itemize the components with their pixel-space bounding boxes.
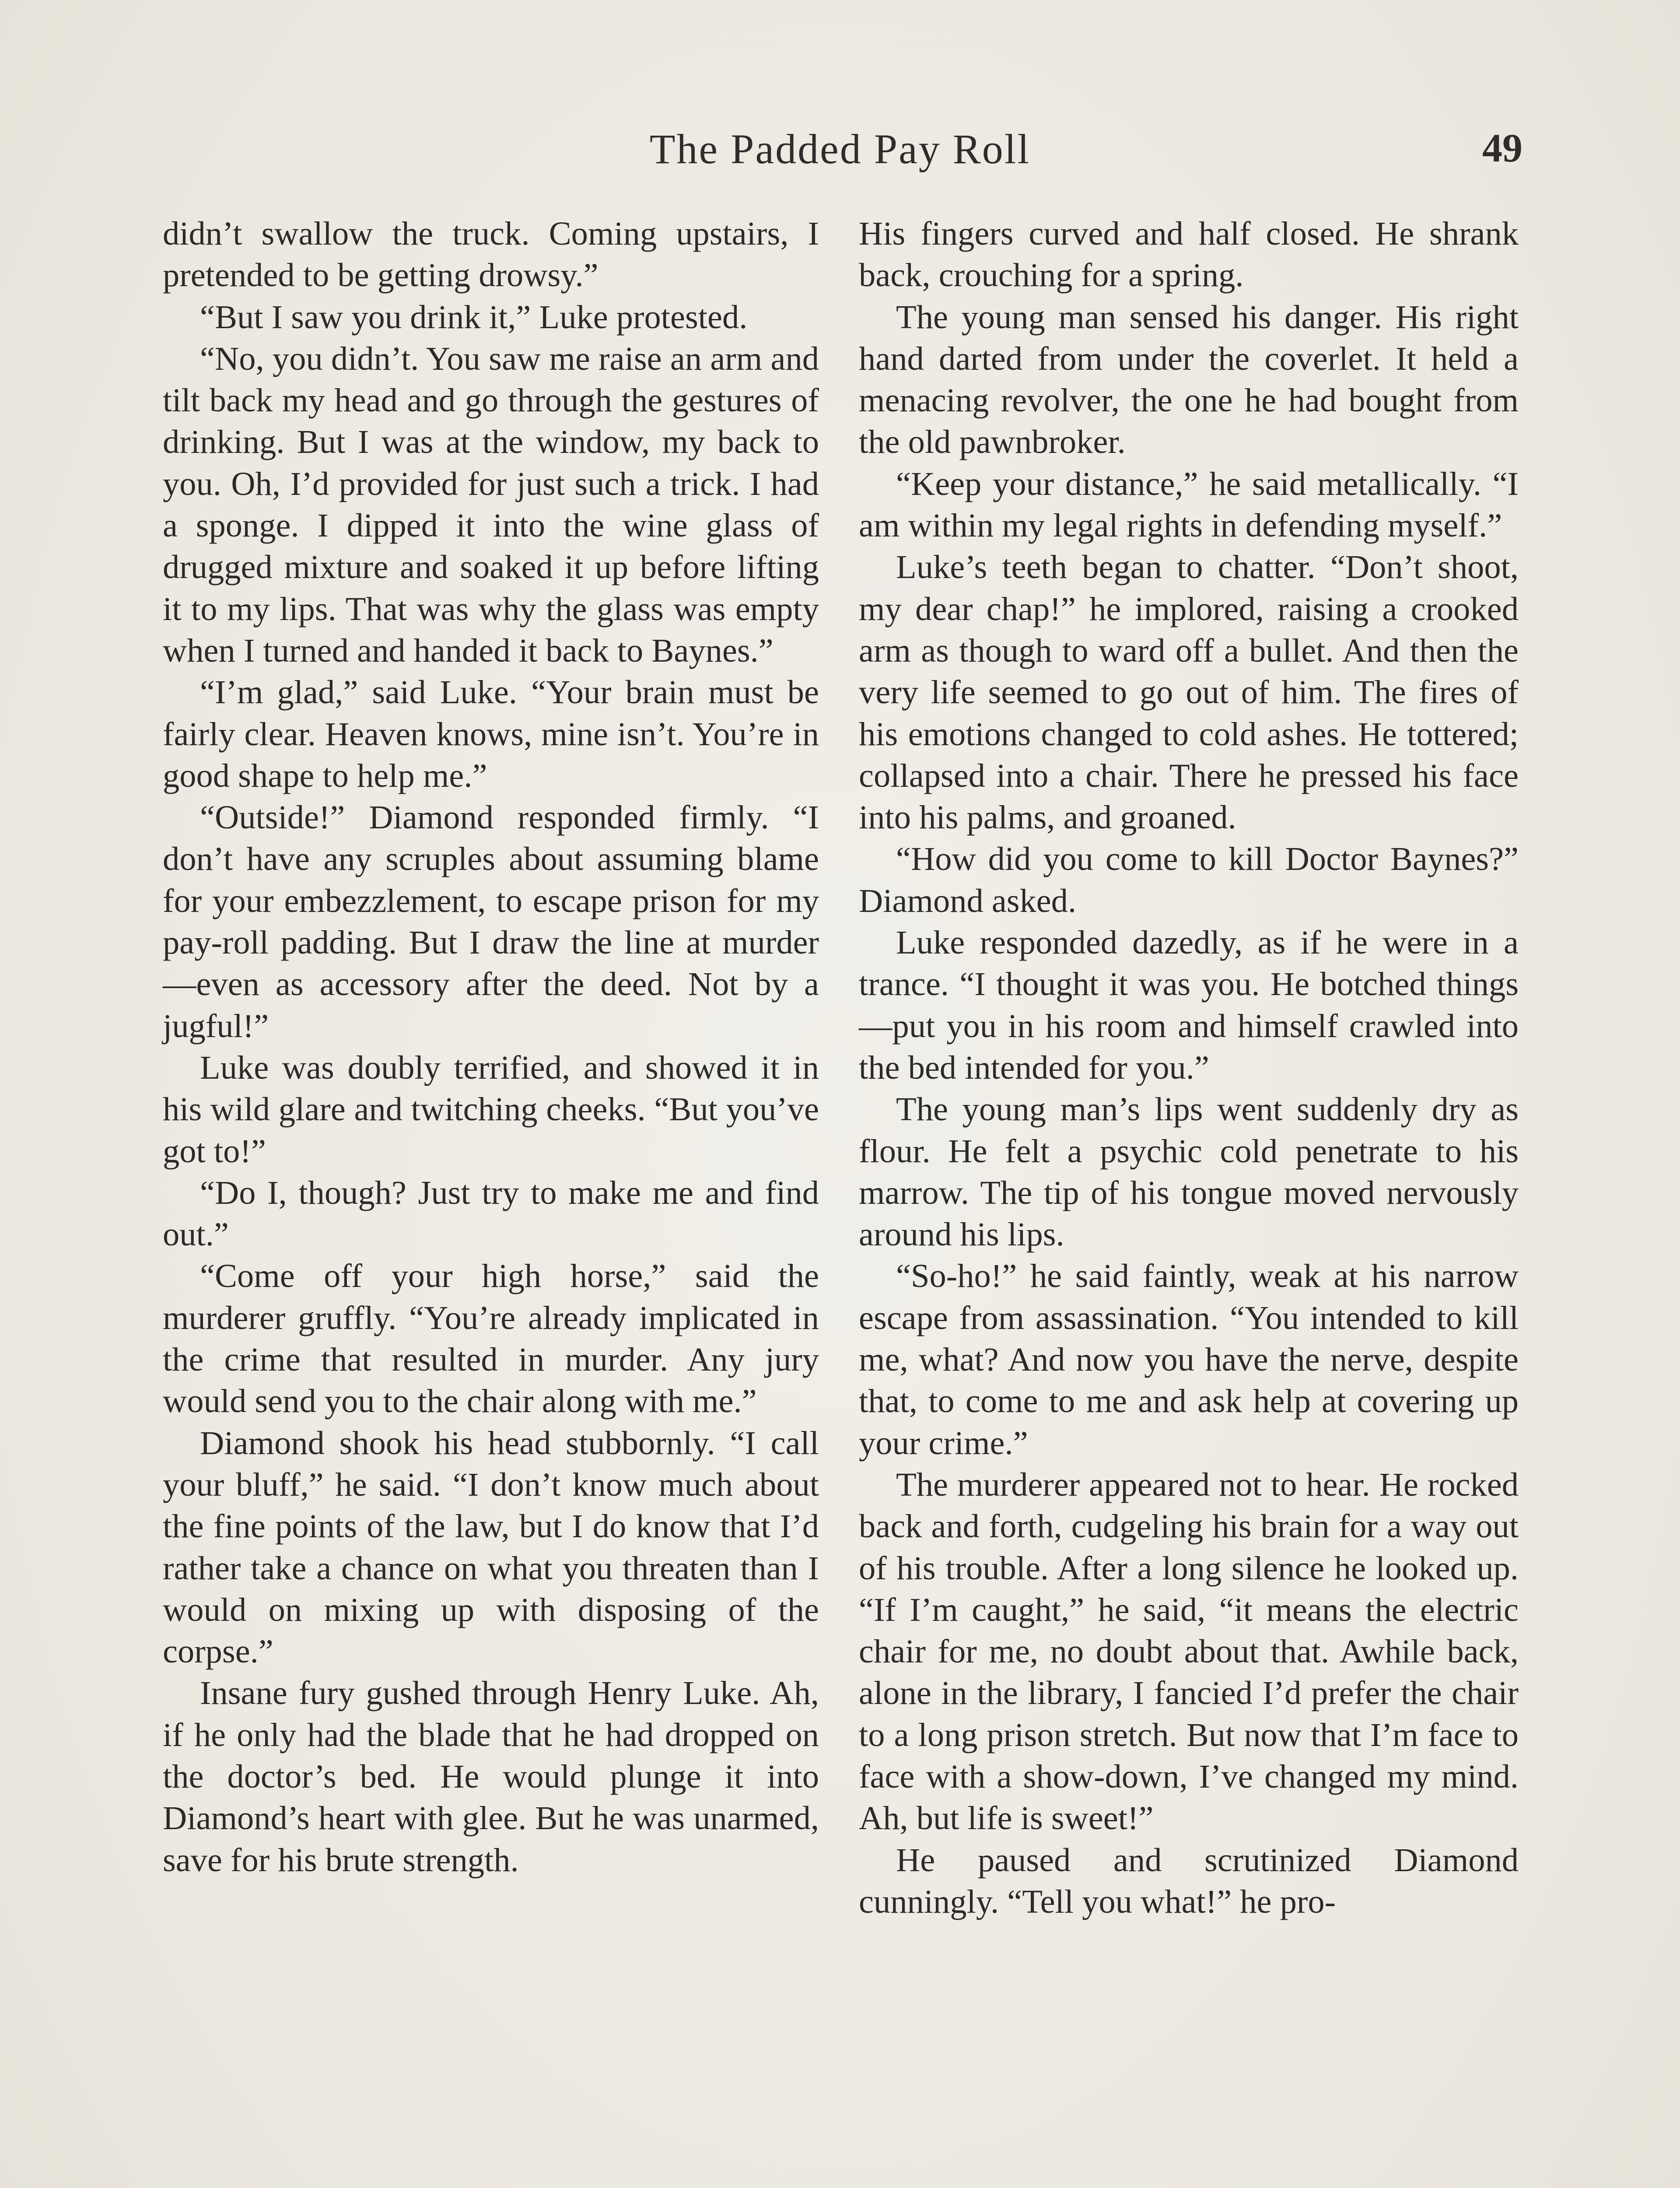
paragraph: “No, you didn’t. You saw me raise an arm and tilt back my head and go through the gestures of drinking. But I was at the window, my back to you. Oh, I’d provided for just such a trick. I had a sponge. I dipped it into the wine glass of drugged mixture and soaked it up before lifting it to my lips. That was why the glass was empty when I turned and handed it back to Baynes.” xyxy=(163,340,819,669)
paragraph: “Keep your distance,” he said metallically. “I am within my legal rights in defending myself.” xyxy=(859,465,1519,544)
paragraph: The murderer appeared not to hear. He rocked back and forth, cudgeling his brain for a way out of his trouble. After a long silence he looked up. “If I’m caught,” he said, “it means the electric chair for me, no doubt about that. Awhile back, alone in the library, I fancied I’d prefer the chair to a long prison stretch. But now that I’m face to face with a show-down, I’ve changed my mind. Ah, but life is sweet!” xyxy=(859,1466,1519,1837)
paragraph: didn’t swallow the truck. Coming upstairs, I pretended to be getting drowsy.” xyxy=(163,215,819,294)
paragraph: Luke responded dazedly, as if he were in a trance. “I thought it was you. He botched things—put you in his room and himself crawled into the bed intended for you.” xyxy=(859,924,1519,1086)
paragraph: “I’m glad,” said Luke. “Your brain must be fairly clear. Heaven knows, mine isn’t. You’re in good shape to help me.” xyxy=(163,673,819,794)
paragraph: “But I saw you drink it,” Luke protested. xyxy=(200,298,748,336)
left-column xyxy=(163,213,819,1881)
page-number: 49 xyxy=(1482,126,1522,170)
paragraph: Luke was doubly terrified, and showed it in his wild glare and twitching cheeks. “But you’ve got to!” xyxy=(163,1048,819,1170)
paragraph: “How did you come to kill Doctor Baynes?” Diamond asked. xyxy=(859,840,1519,919)
paragraph: His fingers curved and half closed. He shrank back, crouching for a spring. xyxy=(859,215,1519,294)
right-column xyxy=(859,213,1519,1922)
paragraph: Insane fury gushed through Henry Luke. Ah, if he only had the blade that he had dropped on the doctor’s bed. He would plunge it into Diamond’s heart with glee. But he was unarmed, save for his brute strength. xyxy=(163,1674,819,1879)
paragraph: “Do I, though? Just try to make me and find out.” xyxy=(163,1174,819,1253)
paragraph: “So-ho!” he said faintly, weak at his narrow escape from assassination. “You intended to kill me, what? And now you have the nerve, despite that, to come to me and ask help at covering up your crime.” xyxy=(859,1257,1519,1462)
running-title: The Padded Pay Roll xyxy=(649,126,1031,172)
paragraph: Diamond shook his head stubbornly. “I call your bluff,” he said. “I don’t know much about the fine points of the law, but I do know that I’d rather take a chance on what you threaten than I would on mixing up with disposing of the corpse.” xyxy=(163,1424,819,1670)
paragraph: The young man sensed his danger. His right hand darted from under the coverlet. It held a menacing revolver, the one he had bought from the old pawnbroker. xyxy=(859,298,1519,461)
paragraph: The young man’s lips went suddenly dry as flour. He felt a psychic cold penetrate to his marrow. The tip of his tongue moved nervously around his lips. xyxy=(859,1090,1519,1253)
paragraph: Luke’s teeth began to chatter. “Don’t shoot, my dear chap!” he implored, raising a crooked arm as though to ward off a bullet. And then the very life seemed to go out of him. The fires of his emotions changed to cold ashes. He tottered; collapsed into a chair. There he pressed his face into his palms, and groaned. xyxy=(859,548,1519,836)
page-header xyxy=(158,125,1522,182)
paragraph: “Come off your high horse,” said the murderer gruffly. “You’re already implicated in the crime that resulted in murder. Any jury would send you to the chair along with me.” xyxy=(163,1257,819,1420)
paragraph: He paused and scrutinized Diamond cunningly. “Tell you what!” he pro- xyxy=(859,1841,1519,1920)
paragraph: “Outside!” Diamond responded firmly. “I don’t have any scruples about assuming blame for your embezzlement, to escape prison for my pay-roll padding. But I draw the line at murder—even as accessory after the deed. Not by a jugful!” xyxy=(163,799,819,1045)
